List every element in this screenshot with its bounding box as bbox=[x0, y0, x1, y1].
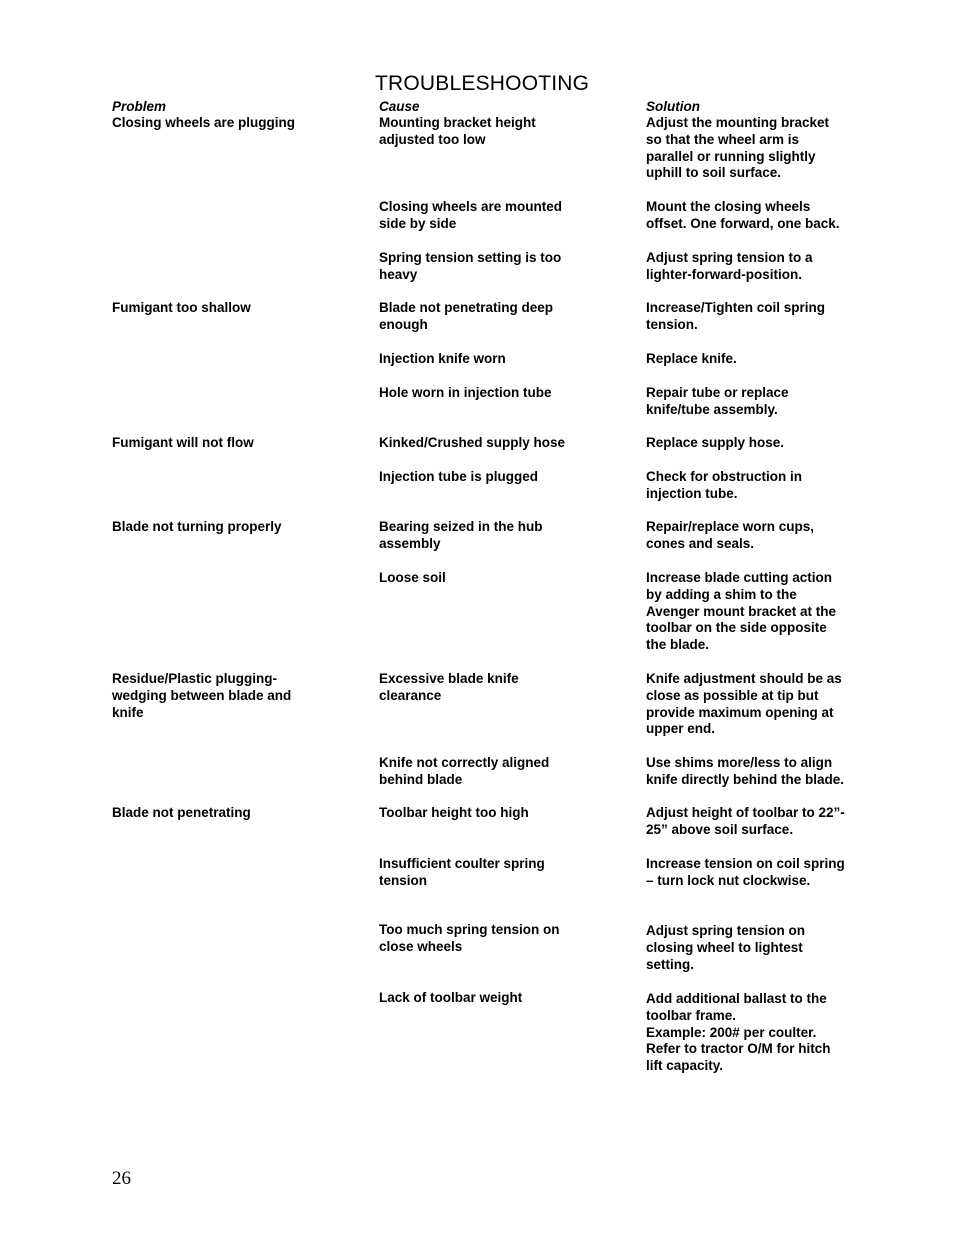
cause-cell: Insufficient coulter spring tension bbox=[379, 856, 545, 888]
cause-cell: Lack of toolbar weight bbox=[379, 990, 523, 1005]
solution-cell: Check for obstruction in injection tube. bbox=[646, 469, 803, 501]
solution-cell: Use shims more/less to align knife directly behind the blade. bbox=[646, 755, 845, 787]
problem-cell: Fumigant will not flow bbox=[112, 435, 254, 450]
solution-cell: Adjust the mounting bracket so that the wheel arm is parallel or running slightly uphill to soil surface. bbox=[646, 115, 830, 181]
solution-cell: Add additional ballast to the toolbar frame. Example: 200# per coulter. Refer to tractor O/M for hitch lift capacity. bbox=[646, 991, 831, 1074]
solution-cell: Repair tube or replace knife/tube assembly. bbox=[646, 385, 789, 417]
problem-cell: Blade not turning properly bbox=[112, 519, 282, 534]
cause-cell: Kinked/Crushed supply hose bbox=[379, 435, 566, 450]
page-title: TROUBLESHOOTING bbox=[375, 72, 590, 95]
problem-cell: Closing wheels are plugging bbox=[112, 115, 296, 130]
solution-cell: Repair/replace worn cups, cones and seals. bbox=[646, 519, 815, 551]
problem-cell: Fumigant too shallow bbox=[112, 300, 251, 315]
solution-cell: Replace supply hose. bbox=[646, 435, 785, 450]
cause-cell: Hole worn in injection tube bbox=[379, 385, 552, 400]
problem-cell: Residue/Plastic plugging- wedging between blade and knife bbox=[112, 671, 292, 720]
solution-cell: Increase tension on coil spring – turn lock nut clockwise. bbox=[646, 856, 845, 888]
cause-cell: Too much spring tension on close wheels bbox=[379, 922, 560, 954]
problem-column-header: Problem bbox=[112, 99, 167, 114]
cause-cell: Knife not correctly aligned behind blade bbox=[379, 755, 550, 787]
cause-cell: Excessive blade knife clearance bbox=[379, 671, 519, 703]
solution-cell: Adjust spring tension to a lighter-forward-position. bbox=[646, 250, 813, 282]
solution-column-header: Solution bbox=[646, 99, 700, 114]
cause-cell: Injection tube is plugged bbox=[379, 469, 539, 484]
page-number: 26 bbox=[112, 1168, 131, 1189]
cause-cell: Spring tension setting is too heavy bbox=[379, 250, 562, 282]
cause-cell: Toolbar height too high bbox=[379, 805, 529, 820]
cause-cell: Loose soil bbox=[379, 570, 446, 585]
solution-cell: Increase/Tighten coil spring tension. bbox=[646, 300, 826, 332]
cause-cell: Blade not penetrating deep enough bbox=[379, 300, 554, 332]
problem-cell: Blade not penetrating bbox=[112, 805, 251, 820]
solution-cell: Adjust height of toolbar to 22”- 25” above soil surface. bbox=[646, 805, 845, 837]
solution-cell: Increase blade cutting action by adding a shim to the Avenger mount bracket at the toolbar on the side opposite the blade. bbox=[646, 570, 837, 653]
solution-cell: Mount the closing wheels offset. One forward, one back. bbox=[646, 199, 840, 231]
cause-cell: Bearing seized in the hub assembly bbox=[379, 519, 543, 551]
cause-column-header: Cause bbox=[379, 99, 420, 114]
cause-cell: Injection knife worn bbox=[379, 351, 506, 366]
solution-cell: Replace knife. bbox=[646, 351, 737, 366]
cause-cell: Mounting bracket height adjusted too low bbox=[379, 115, 536, 147]
solution-cell: Knife adjustment should be as close as possible at tip but provide maximum opening at upper end. bbox=[646, 671, 842, 737]
cause-cell: Closing wheels are mounted side by side bbox=[379, 199, 563, 231]
solution-cell: Adjust spring tension on closing wheel to lightest setting. bbox=[646, 923, 805, 972]
